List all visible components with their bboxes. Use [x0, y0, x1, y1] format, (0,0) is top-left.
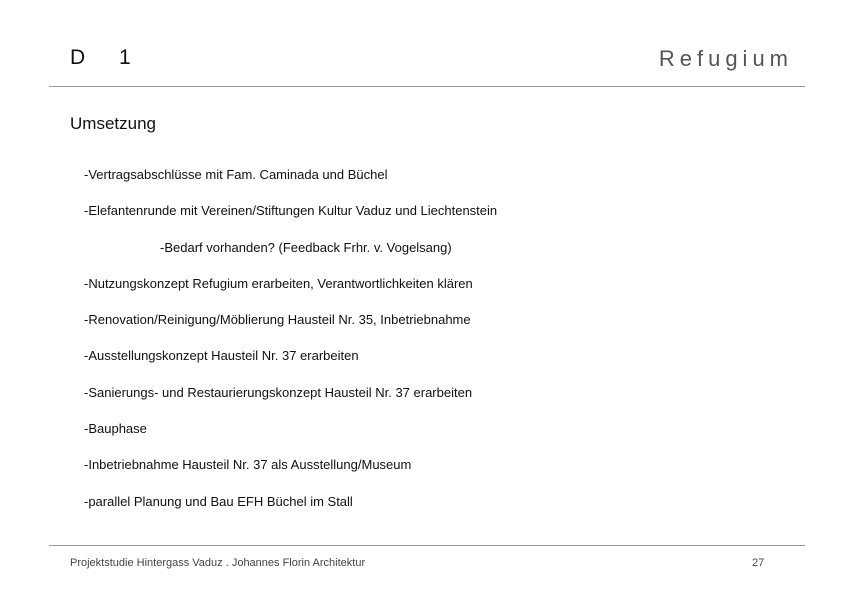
list-item-sub: -Bedarf vorhanden? (Feedback Frhr. v. Vogelsang)	[160, 239, 452, 255]
list-item: -Elefantenrunde mit Vereinen/Stiftungen Kultur Vaduz und Liechtenstein	[84, 203, 498, 219]
footer-divider	[49, 545, 805, 546]
list-item: -Renovation/Reinigung/Möblierung Hausteil Nr. 35, Inbetriebnahme	[84, 312, 471, 328]
list-item: -Sanierungs- und Restaurierungskonzept Hausteil Nr. 37 erarbeiten	[84, 384, 473, 400]
list-item: -Nutzungskonzept Refugium erarbeiten, Verantwortlichkeiten klären	[84, 275, 473, 291]
document-id: D 1	[70, 46, 145, 69]
page-number: 27	[752, 557, 765, 569]
list-item: -Vertragsabschlüsse mit Fam. Caminada und Büchel	[84, 167, 388, 182]
header-divider	[49, 86, 805, 87]
task-list	[84, 166, 497, 529]
list-item: -Inbetriebnahme Hausteil Nr. 37 als Ausstellung/Museum	[84, 457, 412, 473]
list-item: -Bauphase	[84, 421, 147, 437]
document-title: Refugium	[658, 46, 793, 71]
section-heading: Umsetzung	[70, 114, 156, 133]
footer-text: Projektstudie Hintergass Vaduz . Johannes Florin Architektur	[70, 557, 366, 569]
list-item: -parallel Planung und Bau EFH Büchel im Stall	[84, 493, 353, 509]
list-item: -Ausstellungskonzept Hausteil Nr. 37 erarbeiten	[84, 348, 359, 364]
